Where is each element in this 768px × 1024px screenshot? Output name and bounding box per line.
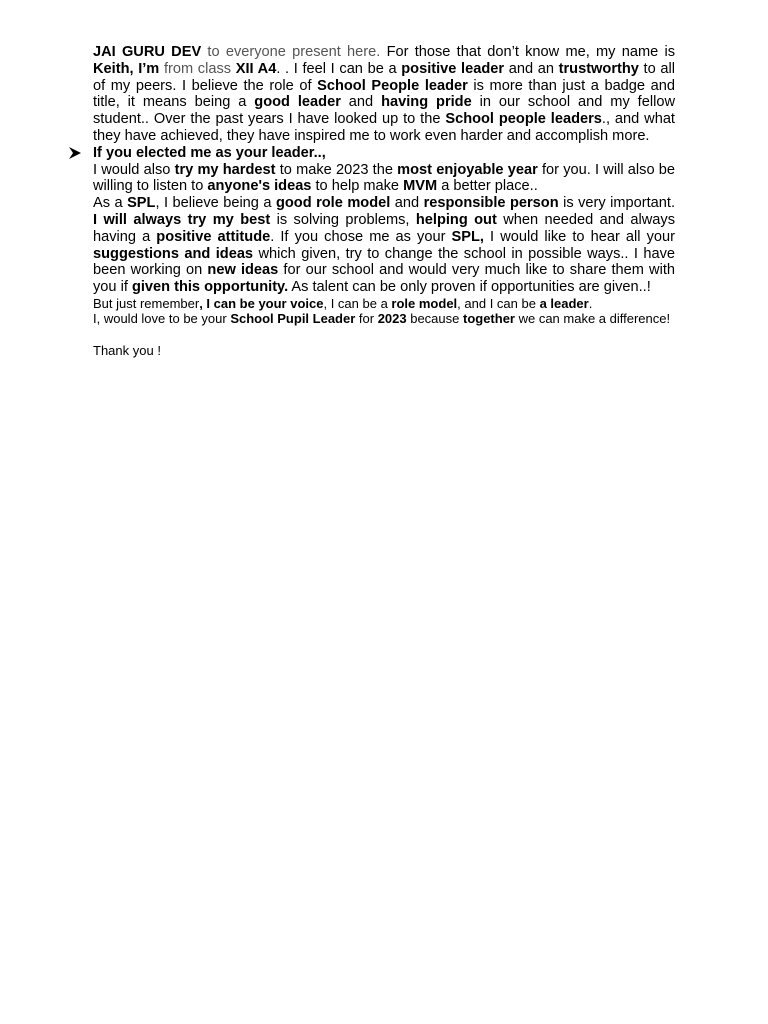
blank-line xyxy=(93,327,675,343)
section-heading-text: If you elected me as your leader.., xyxy=(93,144,326,161)
thank-you-line: Thank you ! xyxy=(93,342,161,358)
section-heading xyxy=(93,145,675,162)
greeting: JAI GURU DEV xyxy=(93,44,202,60)
commitment-paragraph: I would also try my hardest to make 2023 the most enjoyable year for you. I will also be willing to listen to anyone's ideas to help make MVM a better place.. xyxy=(93,161,675,195)
closing-appeal-paragraph: I, would love to be your School Pupil Leader for 2023 because together we can make a difference! xyxy=(93,311,671,327)
role-paragraph: As a SPL, I believe being a good role model and responsible person is very important. I will always try my best is solving problems, helping out when needed and always having a positive attitude. If you chose me as your SPL, I would like to hear all your suggestions and ideas which given, try to change the school in possible ways.. I have been working on new ideas for our school and would very much like to share them with you if given this opportunity. As talent can be only proven if opportunities are given..! xyxy=(93,195,676,296)
intro-paragraph: JAI GURU DEV to everyone present here. For those that don’t know me, my name is Keith, I’m from class XII A4. . I feel I can be a positive leader and an trustworthy to all of my peers. I believe the role of School People leader is more than just a badge and title, it means being a good leader and having pride in our school and my fellow student.. Over the past years I have looked up to the School people leaders., and what they have achieved, they have inspired me to work even harder and accomplish more. xyxy=(93,44,676,144)
speech-document xyxy=(93,44,675,358)
remember-paragraph: But just remember, I can be your voice, I can be a role model, and I can be a leader. xyxy=(93,295,593,311)
arrowhead-bullet-icon xyxy=(68,145,82,161)
